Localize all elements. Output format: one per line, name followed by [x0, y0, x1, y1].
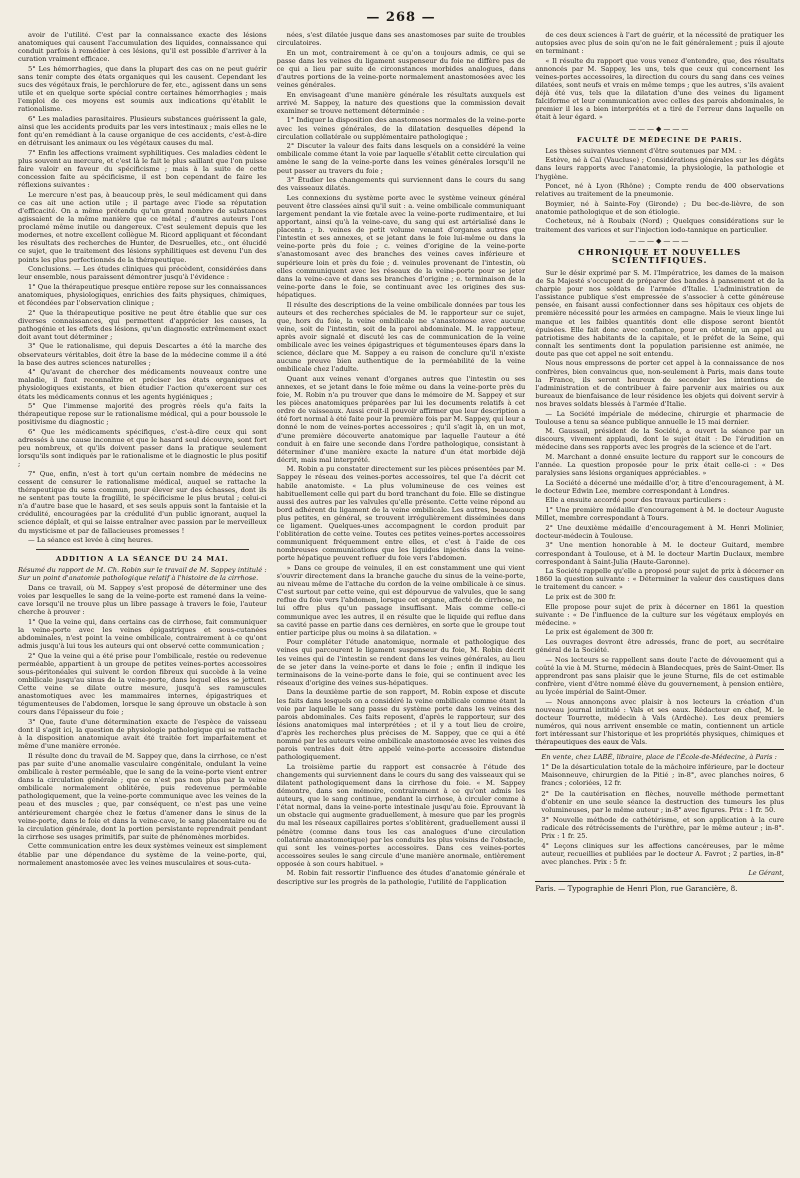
paragraph: 3° Que le rationalisme, qui depuis Descartes a été la marche des observateurs véritables, doit être la base de la médecine comme il a été la base des autres sciences naturelles ; — [18, 342, 267, 367]
chronicle-heading: CHRONIQUE ET NOUVELLES SCIENTIFIQUES. — [578, 247, 742, 266]
news-paragraph: Sur le désir exprimé par S. M. l'Impératrice, les dames de la maison de Sa Majesté s'occupent de préparer des bandes à pansement et de la charpie pour nos soldats de l'armée d'Italie. L'administration de l'assistance publique s'est empressée de s'associer à cette généreuse pensée, en faisant aussi confectionner dans ses hôpitaux ces objets de première nécessité pour les armées en campagne. Mais le vieux linge lui manque et les faibles quantités dont elle dispose seront bientôt épuisées. Elle fait donc avec confiance, pour en obtenir, un appel au patriotisme des habitants de la capitale, et le préfet de la Seine, qui connaît les sentiments dont la population parisienne est animée, ne doute pas que cet appel ne soit entendu. — [535, 268, 784, 358]
biblio-entry: 3° Nouvelle méthode de cathétérisme, et son application à la cure radicale des rétrécissements de l'urèthre, par le même auteur ; in-8°. Prix : 1 fr. 25. — [541, 815, 784, 841]
paragraph: Cette communication entre les deux systèmes veineux est simplement établie par une dépendance du système de la veine-porte, qui, normalement anastomosée avec les veines musculaires et sous-cuta- — [18, 842, 267, 867]
paragraph: 5° Les hémorrhagies, que dans la plupart des cas on ne peut guérir sans tenir compte des états organiques qui les causent. Cependant les sucs des végétaux frais, le perchlorure de fer, etc., agissent dans un sens utile et en quelque sorte spécial contre certaines hémorrhagies ; mais l'emploi de ces moyens est soumis aux indications qu'établit le rationalisme. — [18, 64, 267, 114]
thesis-entry: Estève, né à Caï (Vaucluse) ; Considérations générales sur les dégâts dans leurs rapports avec l'anatomie, la physiologie, la pathologie et l'hygiène. — [535, 156, 784, 181]
faculty-heading: FACULTÉ DE MÉDECINE DE PARIS. — [576, 135, 743, 144]
paragraph: Dans la deuxième partie de son rapport, M. Robin expose et discute les faits dans lesquels on a considéré la veine ombilicale comme étant la voie par laquelle le sang passe du système porte dans les veines des parois abdominales. Ces faits reposent, d'après le rapporteur, sur des lésions anatomiques mal interprétées ; et il y a tout lieu de croire, d'après les recherches plus précises de M. Sappey, que ce qui a été nommé par les auteurs veine ombilicale anastomosée avec les veines des parois ventrales doit être appelé veine-porte accessoire distendue pathologiquement. — [276, 688, 526, 762]
paragraph: 2° Que la veine qui a été prise pour l'ombilicale, restée ou redevenue perméable, appartient à un groupe de petites veines-portes accessoires sous-péritonéales qui suivent le cordon fibreux qui succède à la veine ombilicale jusqu'au sinus de la veine-porte, dans lequel elles se jettent. Cette veine se dilate outre mesure, jusqu'à ses ramuscules anastomotiques avec les mammaires internes, épigastriques et tégumenteuses de l'abdomen, lorsque le sang éprouve un obstacle à son cours dans l'épaisseur du foie ; — [18, 651, 267, 717]
paragraph: « Il résulte du rapport que vous venez d'entendre, que, des résultats annoncés par M. Sappey, les uns, tels que ceux qui concernent les veines-portes accessoires, la direction du cours du sang dans ces veines dilatées, sont neufs et vrais en même temps ; que les autres, s'ils avaient déjà été vus, tels que la dilatation d'une des veines du ligament falciforme et leur communication avec celles des parois abdominales, le premier il les a bien interprétés et a tiré de l'erreur dans laquelle on était à leur égard. » — [535, 56, 784, 122]
biblio-entry: 1° De la désarticulation totale de la mâchoire inférieure, par le docteur Maisonneuve, chirurgien de la Pitié ; in-8°, avec planches noires, 6 francs ; coloriées, 12 fr. — [541, 763, 784, 788]
thesis-entry: Les thèses suivantes viennent d'être soutenues par MM. : — [545, 146, 742, 155]
paragraph: Il résulte donc du travail de M. Sappey que, dans la cirrhose, ce n'est pas par suite d'une anomalie vasculaire congénitale, ondulant la veine ombilicale à rester perméable, que le sang de la veine-porte vient entrer dans la circulation générale ; que ce n'est pas non plus par la veine ombilicale normalement oblitérée, puis redevenue perméable pathologiquement, que la veine-porte communique avec les veines de la peau et des muscles ; que, par conséquent, ce n'est pas une veine antérieurement chargée chez le fœtus d'amener dans le sinus de la veine-porte, dans le foie et dans la veine-cave, le sang placentaire ou de la circulation générale, dont la portion persistante reprendrait pendant la cirrhose ses usages primitifs, par suite de phénomènes morbides. — [18, 751, 267, 841]
column-3 — [535, 31, 784, 1171]
column-1 — [18, 31, 267, 1171]
addition-title: Résumé du rapport de M. Ch. Robin sur le travail de M. Sappey intitulé : Sur un point d'anatomie pathologique relatif à l'histoire de la cirrhose. — [18, 566, 267, 583]
thesis-entry: Poncet, né à Lyon (Rhône) ; Compte rendu de 400 observations relatives au traitement de la pneumonie. — [535, 182, 784, 199]
paragraph: 1° Que la veine qui, dans certains cas de cirrhose, fait communiquer la veine-porte avec les veines épigastriques et sous-cutanées abdominales, n'est point la veine ombilicale, contrairement à ce qu'ont admis jusqu'à lui tous les auteurs qui ont observé cette communication ; — [18, 617, 267, 651]
thesis-entry: Boymier, né à Sainte-Foy (Gironde) ; Du bec-de-lièvre, de son anatomie pathologique et de son étiologie. — [535, 199, 784, 216]
page-number: — 268 — — [366, 10, 436, 25]
paragraph: Il résulte des descriptions de la veine ombilicale données par tous les auteurs et des recherches spéciales de M. le rapporteur sur ce sujet, que, hors du foie, la veine ombilicale ne s'anastomose avec aucune veine, soit de l'intestin, soit de la paroi abdominale. M. le rapporteur, après avoir signalé et discuté les cas de communication de la veine ombilicale avec les veines épigastriques et tégumenteuses épars dans la science, déclare que M. Sappey a eu raison de conclure qu'il n'existe aucune preuve bien authentique de la perméabilité de la veine ombilicale chez l'adulte. — [276, 300, 526, 374]
paragraph: En envisageant d'une manière générale les résultats auxquels est arrivé M. Sappey, la nature des questions que la commission devait examiner se trouve nettement déterminée : — [276, 90, 526, 115]
paragraph: 6° Que les médicaments spécifiques, c'est-à-dire ceux qui sont adressés à une cause inconnue et que le hasard seul découvre, sont fort peu nombreux, et qu'ils doivent passer dans la pratique seulement lorsqu'ils sont indiqués par le rationalisme et le diagnostic le plus positif ; — [18, 427, 267, 469]
ornament-divider: ———◆——— — [628, 236, 691, 245]
paragraph: 3° Que, faute d'une détermination exacte de l'espèce de vaisseau dont il s'agit ici, la question de physiologie pathologique qui se rattache à la disposition anatomique avait été traitée fort imparfaitement et même d'une manière erronée. — [18, 718, 267, 751]
paragraph: — La séance est levée à cinq heures. — [28, 536, 153, 545]
news-paragraph: 2° Une deuxième médaille d'encouragement à M. Henri Molinier, docteur-médecin à Toulouse. — [535, 523, 784, 540]
news-paragraph: Le prix est de 300 fr. — [545, 593, 616, 601]
paragraph: 3° Étudier les changements qui surviennent dans le cours du sang des vaisseaux dilatés. — [276, 176, 526, 193]
paragraph: M. Robin a pu constater directement sur les pièces présentées par M. Sappey le réseau des veines-portes accessoires, tel que l'a décrit cet habile anatomiste. « La plus volumineuse de ces veines est habituellement celle qui part du bord tranchant du foie. Elle se distingue aussi des autres par les valvules qu'elle présente. Cette veine répond au bord adhérent du ligament de la veine ombilicale. Les autres, beaucoup plus petites, en général, se trouvent irrégulièrement disséminées dans ce ligament. Quelques-unes accompagnent le cordon produit par l'oblitération de cette veine. Toutes ces petites veines-portes accessoires communiquent fréquemment entre elles, et c'est à l'aide de ces nombreuses communications que les liquides injectés dans la veine-porte hépatique peuvent refluer du foie vers l'abdomen. — [276, 465, 526, 563]
signature: Le Gérant, — [748, 869, 784, 878]
paragraph: Quant aux veines venant d'organes autres que l'intestin ou ses annexes, et se jetant dans le foie même ou dans la veine-porte près du foie, M. Robin n'a pu trouver que dans le mémoire de M. Sappey et sur les pièces anatomiques préparées par lui les documents relatifs à cet ordre de vaisseaux. Aussi croit-il pouvoir affirmer que leur description a été fort normal à été faite pour la première fois par M. Sappey, qui leur a donné le nom de veines-portes accessoires ; qu'il s'agit là, en un mot, d'une première découverte anatomique par laquelle l'auteur a été conduit à en faire une seconde dans l'ordre pathologique, consistant à déterminer d'une manière exacte la nature d'un état morbide déjà décrit, mais mal interprété. — [276, 374, 526, 464]
paragraph: Conclusions. — Les études cliniques qui précèdent, considérées dans leur ensemble, nous paraissent démontrer jusqu'à l'évidence : — [18, 265, 267, 282]
biblio-entry: 4° Leçons cliniques sur les affections cancéreuses, par le même auteur, recueillies et publiées par le docteur A. Favrot ; 2 parties, in-8° avec planches. Prix : 5 fr. — [541, 842, 784, 867]
news-paragraph: La Société a décerné une médaille d'or, à titre d'encouragement, à M. le docteur Edwin Lee, membre correspondant à Londres. — [535, 478, 784, 495]
paragraph: 2° Discuter la valeur des faits dans lesquels on a considéré la veine ombilicale comme étant la voie par laquelle s'établit cette circulation qui amène le sang de la veine-porte dans les veines générales lorsqu'il ne peut passer au travers du foie ; — [276, 142, 526, 175]
paragraph: 1° Que la thérapeutique presque entière repose sur les connaissances anatomiques, physiologiques, enrichies des faits physiques, chimiques, et fécondées par l'observation clinique ; — [18, 282, 267, 307]
addition-heading: ADDITION A LA SÉANCE DU 24 MAI. — [55, 555, 229, 564]
ornament-divider: ———◆——— — [628, 124, 691, 133]
columns — [18, 31, 784, 1171]
paragraph: 7° Enfin les affections vraiment syphilitiques. Ces maladies cèdent le plus souvent au mercure, et c'est là le fait le plus saillant que l'on puisse faire valoir en faveur du spécificisme ; mais à la suite de cette concession faite au spécificisme, il est bon cependant de faire les réflexions suivantes : — [18, 148, 267, 190]
column-2 — [277, 31, 526, 1171]
printer-line: Paris. — Typographie de Henri Plon, rue Garancière, 8. — [535, 883, 738, 893]
news-paragraph: Elle a ensuite accordé pour des travaux particuliers : — [545, 496, 726, 505]
paragraph: 1° Indiquer la disposition des anastomoses normales de la veine-porte avec les veines générales, de la dilatation desquelles dépend la circulation collatérale ou supplémentaire pathologique ; — [276, 116, 526, 141]
news-paragraph: — Nous annonçons avec plaisir à nos lecteurs la création d'un nouveau journal intitulé : Vals et ses eaux. Rédacteur en chef, M. le docteur Tourrette, médecin à Vals (Ardèche). Les deux premiers numéros, qui nous arrivent ensemble ce matin, contiennent un article fort intéressant sur l'historique et les propriétés physiques, chimiques et thérapeutiques des eaux de Vals. — [535, 697, 784, 747]
paragraph: Les connexions du système porte avec le système veineux général peuvent être classées ainsi qu'il suit : a. veine ombilicale communiquant largement pendant la vie fœtale avec la veine-porte rudimentaire, et lui apportant, ainsi qu'à la veine-cave, du sang qui est artérialisé dans le placenta ; b. veines de petit volume venant d'organes autres que l'intestin et ses annexes, et se jetant dans le foie lui-même ou dans la veine-porte près du foie ; c. veines d'origine de la veine-porte s'anastomosant avec des branches des veines caves inférieure et supérieure loin et près du foie ; d. veinules provenant de l'intestin, où elles communiquent avec les réseaux de la veine-porte pour se jeter dans la veine-cave et dans ses branches d'origine ; e. terminaison de la veine-porte dans le foie, se continuant avec les origines des sus-hépatiques. — [276, 193, 526, 299]
news-paragraph: 3° Une mention honorable à M. le docteur Guitard, membre correspondant à Toulouse, et à M. le docteur Martin Duclaux, membre correspondant à Saint-Julia (Haute-Garonne). — [535, 541, 784, 566]
paragraph: 5° Que l'immense majorité des progrès réels qu'a faits la thérapeutique repose sur le rationalisme médical, qui a pour boussole le positivisme du diagnostic ; — [18, 402, 267, 427]
thick-rule — [535, 749, 784, 750]
bibliography — [535, 753, 784, 866]
news-paragraph: M. Marchant a donné ensuite lecture du rapport sur le concours de l'année. La question proposée pour le prix était celle-ci : « Des paralysies sans lésions organiques appréciables. » — [535, 453, 784, 478]
biblio-intro: En vente, chez LABÉ, libraire, place de l'École-de-Médecine, à Paris : — [541, 753, 777, 762]
news-paragraph: M. Gaussail, président de la Société, a ouvert la séance par un discours, vivement applaudi, dont le sujet était : De l'érudition en médecine dans ses rapports avec les progrès de la science et de l'art. — [535, 427, 784, 452]
paragraph: nées, s'est dilatée jusque dans ses anastomoses par suite de troubles circulatoires. — [276, 31, 526, 48]
paragraph: avoir de l'utilité. C'est par la connaissance exacte des lésions anatomiques qui causent l'accumulation des liquides, connaissance qui conduit parfois à remédier à ces lésions, qu'il est possible d'arriver à la curation vraiment efficace. — [18, 31, 267, 64]
paragraph: » Dans ce groupe de veinules, il en est constamment une qui vient s'ouvrir directement dans la branche gauche du sinus de la veine-porte, au niveau même de l'attache du cordon de la veine ombilicale à ce sinus. C'est surtout par cette veine, qui est dépourvue de valvules, que le sang reflue du foie vers l'abdomen, lorsque cet organe, affecté de cirrhose, ne lui offre plus qu'un passage insuffisant. Mais comme celle-ci communique avec les autres, il en résulte que le liquide qui reflue dans sa cavité passe en partie dans ces dernières, en sorte que le groupe tout entier participe plus ou moins à sa dilatation. » — [276, 564, 526, 637]
thesis-entry: Cocheteux, né à Roubaix (Nord) ; Quelques considérations sur le traitement des varices et sur l'injection iodo-tannique en particulier. — [535, 217, 784, 234]
paragraph: 7° Que, enfin, n'est à tort qu'un certain nombre de médecins ne cessent de censurer le rationalisme médical, auquel se rattache la thérapeutique du sens commun, pour élever sur des échasses, dont ils ne sentent pas toute la fragilité, le spécificisme le plus brutal ; celui-ci n'a d'autre base que le hasard, et ses seuls appuis sont la fantaisie et la crédulité, encouragées par la crédulité d'un public ignorant, auquel la science déplaît, et qui se laisse entraîner avec passion par le merveilleux du mysticisme et par de fallacieuses promesses ! — [18, 469, 267, 535]
paragraph: 6° Les maladies parasitaires. Plusieurs substances guérissent la gale, ainsi que les accidents produits par les vers intestinaux ; mais elles ne le font qu'en remédiant à la cause organique de ces accidents, c'est-à-dire en détruisant les animaux ou les végétaux causes du mal. — [18, 114, 267, 148]
paragraph: Pour compléter l'étude anatomique, normale et pathologique des veines qui parcourent le ligament suspenseur du foie, M. Robin décrit les veines qui de l'intestin se rendent dans les veines générales, au lieu de se jeter dans la veine-porte et dans le foie ; enfin il indique les terminaisons de la veine-porte dans le foie, qui se continuent avec les réseaux d'origine des veines sus-hépatiques. — [276, 638, 526, 687]
thick-rule — [535, 881, 784, 882]
biblio-entry: 2° De la cautérisation en flèches, nouvelle méthode permettant d'obtenir en une seule séance la destruction des tumeurs les plus volumineuses, par le même auteur ; in-8° avec figures. Prix : 1 fr. 50. — [541, 789, 784, 814]
news-paragraph: — La Société impériale de médecine, chirurgie et pharmacie de Toulouse a tenu sa séance publique annuelle le 15 mai dernier. — [535, 409, 784, 426]
paragraph: M. Robin fait ressortir l'influence des études d'anatomie générale et descriptive sur les progrès de la pathologie, l'utilité de l'application — [276, 869, 526, 886]
paragraph: 4° Qu'avant de chercher des médicaments nouveaux contre une maladie, il faut reconnaître et préciser les états organiques et physiologiques existants, et bien étudier l'action qu'exercent sur ces états les médicaments connus et les agents hygiéniques ; — [18, 368, 267, 401]
paragraph: La troisième partie du rapport est consacrée à l'étude des changements qui surviennent dans le cours du sang des vaisseaux qui se dilatent pathologiquement dans la cirrhose du foie. « M. Sappey démontre, dans son mémoire, contrairement à ce qu'ont admis les auteurs, que le sang continue, pendant la cirrhose, à circuler comme à l'état normal, dans la veine-porte intestinale jusqu'au foie. Éprouvant là un obstacle qui augmente graduellement, à mesure que par les progrès du mal les réseaux capillaires portes s'oblitèrent, graduellement aussi il pénètre (comme dans tous les cas analogues d'une circulation collatérale anastomotique) par les conduits les plus voisins de l'obstacle, qui sont les veines-portes accessoires. Dans ces veines-portes accessoires seules le sang circule d'une manière anormale, entièrement opposée à son cours habituel. » — [276, 762, 526, 868]
news-paragraph: Nous nous empressons de porter cet appel à la connaissance de nos confrères, bien convaincus que, non-seulement à Paris, mais dans toute la France, ils seront heureux de seconder les intentions de l'administration et de contribuer à faire parvenir aux mairies ou aux bureaux de bienfaisance de leur résidence les objets qui doivent servir à nos braves soldats blessés à l'armée d'Italie. — [535, 359, 784, 408]
news-paragraph: La Société rappelle qu'elle a proposé pour sujet de prix à décerner en 1860 la question suivante : « Déterminer la valeur des caustiques dans le traitement du cancer. » — [535, 567, 784, 592]
news-paragraph: 1° Une première médaille d'encouragement à M. le docteur Auguste Millet, membre correspondant à Tours. — [535, 506, 784, 523]
news-paragraph: Les ouvrages devront être adressés, franc de port, au secrétaire général de la Société. — [535, 637, 784, 655]
news-paragraph: — Nos lecteurs se rappellent sans doute l'acte de dévouement qui a coûté la vie à M. Sturne, médecin à Blandecques, près de Saint-Omer. Ils apprendront pas sans plaisir que le jeune Sturne, fils de cet estimable confrère, vient d'être nommé élève du gouvernement, à pension entière, au lycée impérial de Saint-Omer. — [535, 655, 784, 697]
paragraph: de ces deux sciences à l'art de guérir, et la nécessité de pratiquer les autopsies avec plus de soin qu'on ne le fait généralement ; puis il ajoute en terminant : — [535, 31, 784, 56]
paragraph: Le mercure n'est pas, à beaucoup près, le seul médicament qui dans ce cas ait une action utile ; il partage avec l'iode sa réputation d'efficacité. On a même prétendu qu'un grand nombre de substances agissaient de la même manière que ce métal ; d'autres auteurs l'ont proclamé même inutile ou dangereux. C'est seulement depuis que les modernes, et notre excellent collègue M. Ricord appliquant et fécondant les résultats des recherches de Hunter, de Desruelles, etc., ont élucidé ce sujet, que le traitement des lésions syphilitiques est devenu l'un des points les plus perfectionnés de la thérapeutique. — [18, 190, 267, 264]
paragraph: En un mot, contrairement à ce qu'on a toujours admis, ce qui se passe dans les veines du ligament suspenseur du foie ne diffère pas de ce qui a lieu par suite de circonstances morbides analogues, dans d'autres portions de la veine-porte normalement anastomosées avec les veines générales. — [276, 48, 526, 90]
news-paragraph: Elle propose pour sujet de prix à décerner en 1861 la question suivante : « De l'influence de la culture sur les végétaux employés en médecine. » — [535, 602, 784, 627]
divider — [36, 549, 249, 550]
news-paragraph: Le prix est également de 300 fr. — [545, 628, 654, 637]
paragraph: Dans ce travail, où M. Sappey s'est proposé de déterminer une des voies par lesquelles le sang de la veine-porte est ramené dans la veine-cave lorsqu'il ne trouve plus un libre passage à travers le foie, l'auteur cherche à prouver : — [18, 584, 267, 617]
paragraph: 2° Que la thérapeutique positive ne peut être établie que sur ces diverses connaissances, qui permettent d'apprécier les causes, la pathogénie et les effets des lésions, qu'un diagnostic extrêmement exact doit avant tout déterminer ; — [18, 308, 267, 341]
